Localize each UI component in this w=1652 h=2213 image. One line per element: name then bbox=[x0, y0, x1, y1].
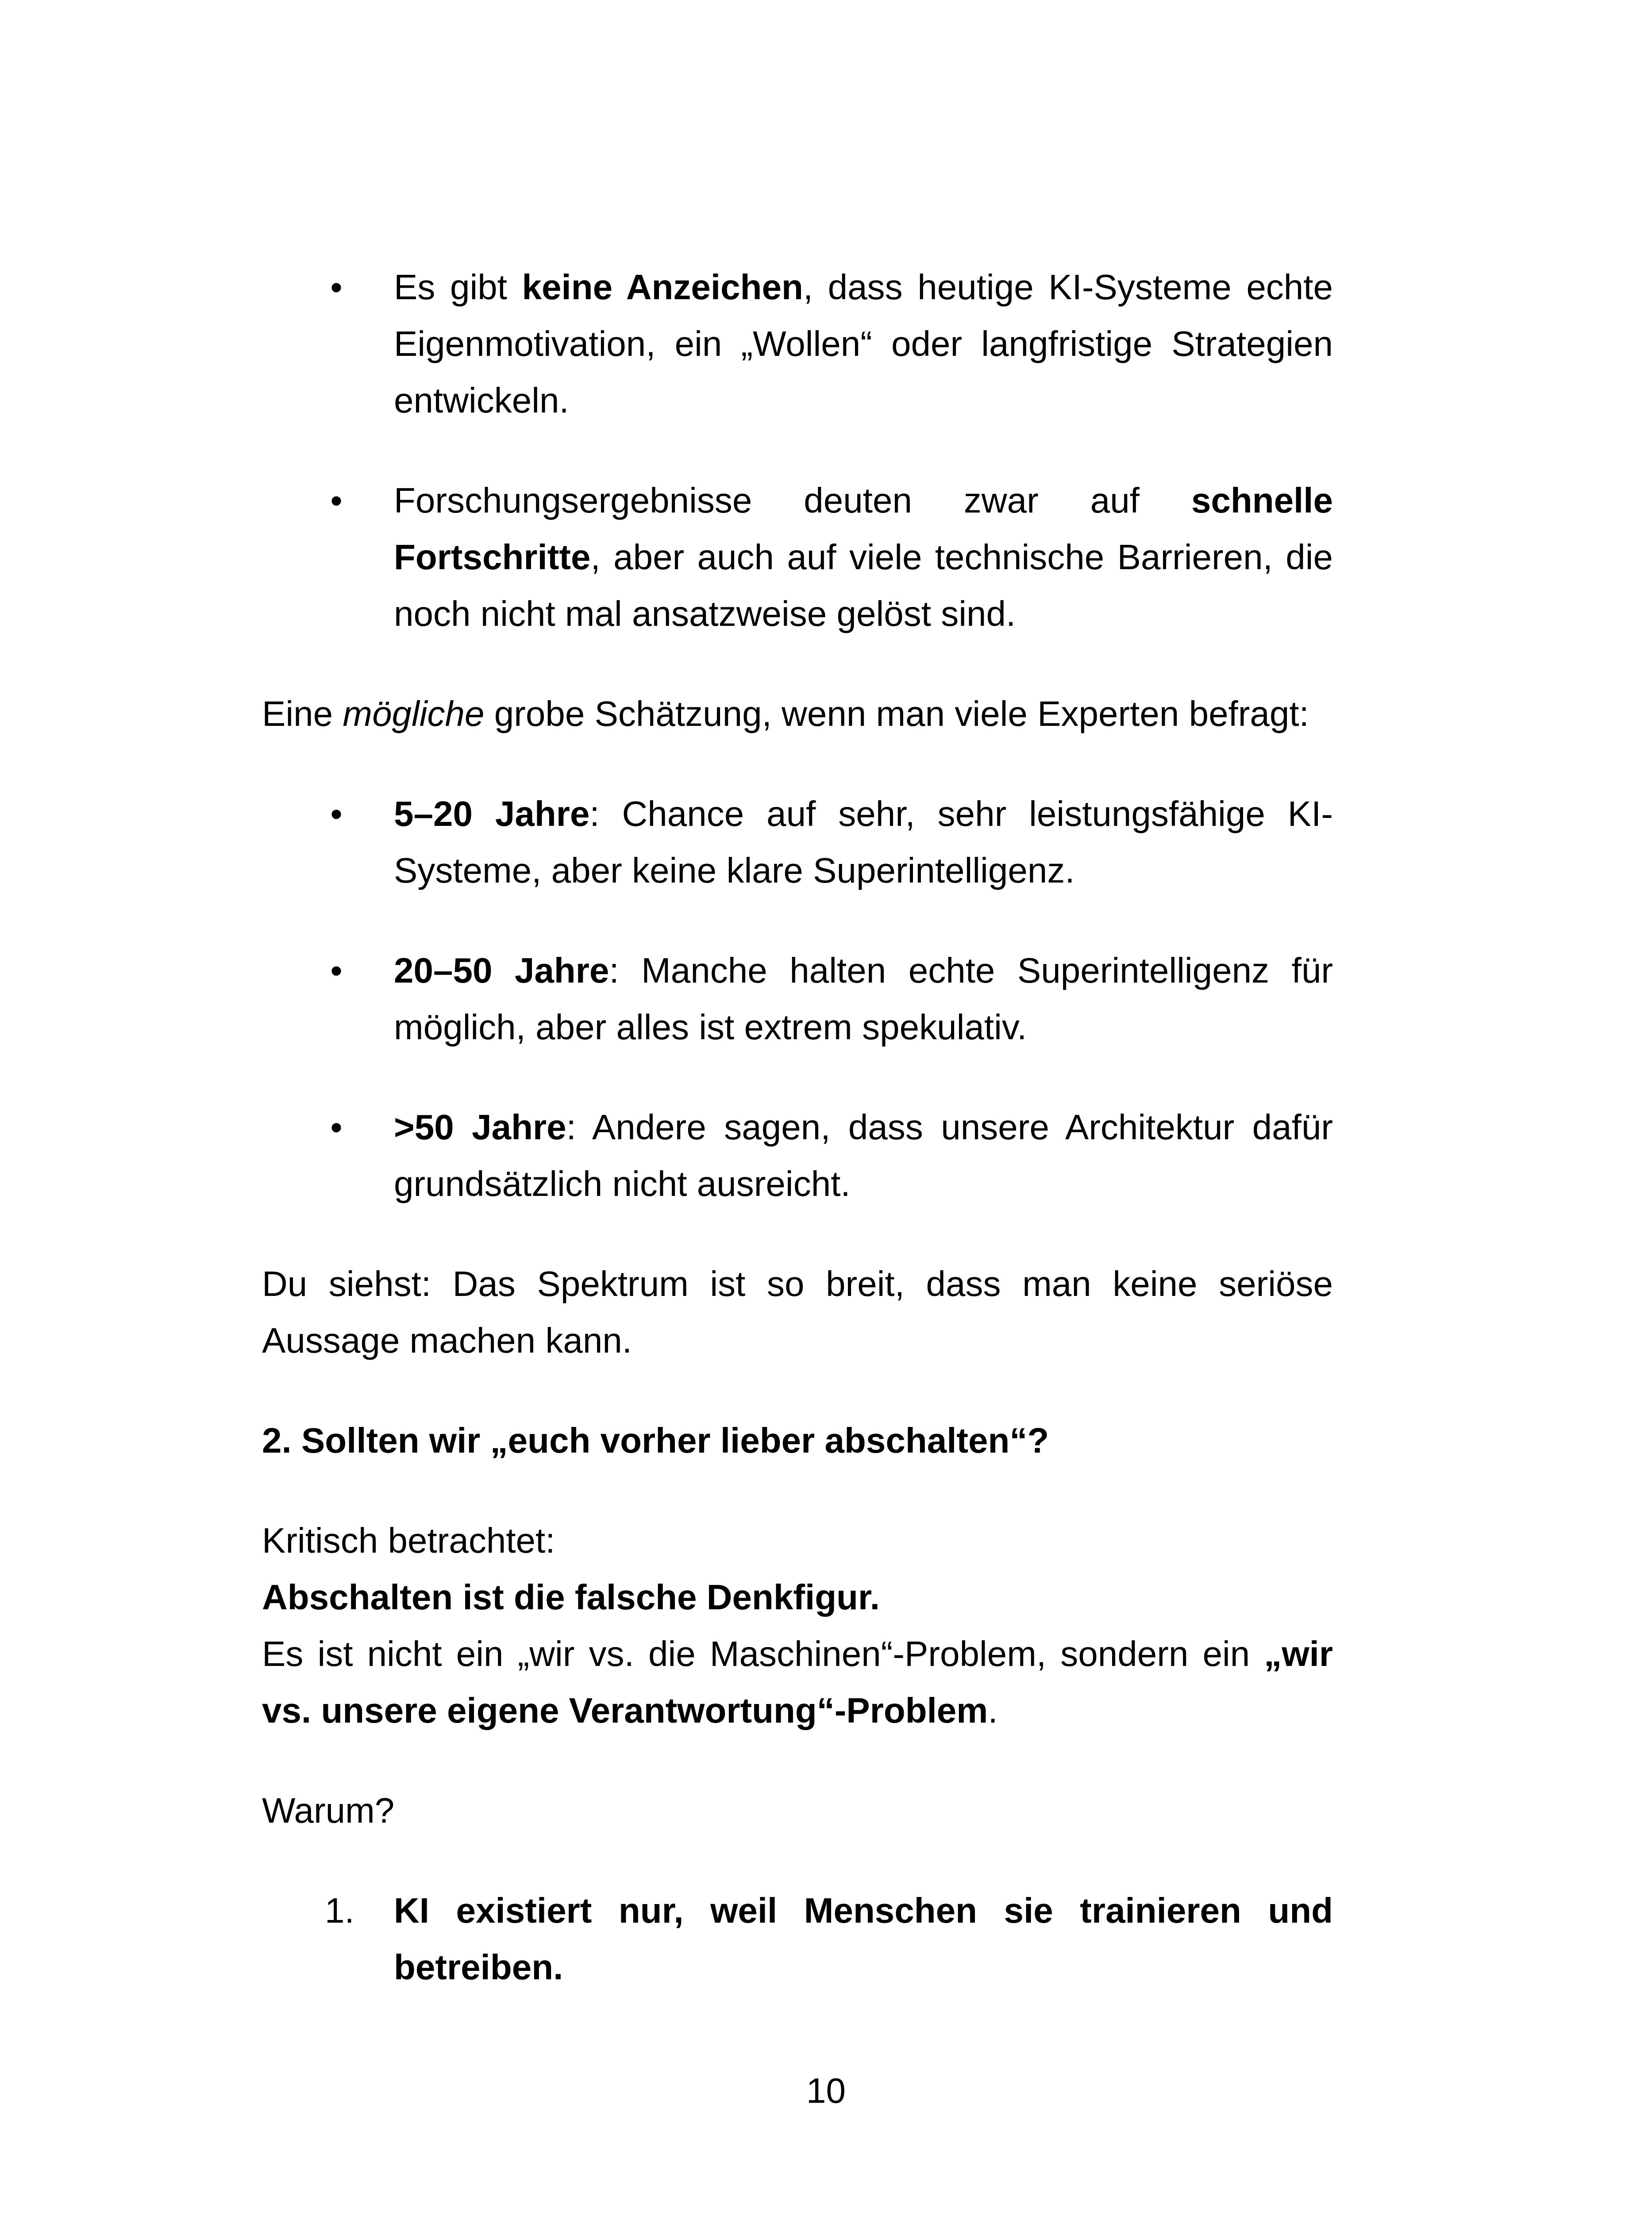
list-item-text: Es gibt bbox=[394, 267, 522, 307]
list-item bbox=[262, 472, 1333, 642]
why-question: Warum? bbox=[262, 1791, 395, 1830]
estimate-intro-paragraph bbox=[262, 686, 1333, 742]
paragraph-text: Es ist nicht ein „wir vs. die Maschinen“-Problem, sondern ein bbox=[262, 1634, 1264, 1673]
bullet-icon: • bbox=[330, 268, 343, 307]
list-item-text: Forschungsergebnisse deuten zwar auf bbox=[394, 481, 1191, 520]
list-item bbox=[262, 1882, 1333, 1996]
list-item bbox=[262, 786, 1333, 899]
list-item bbox=[262, 259, 1333, 429]
page-number: 10 bbox=[806, 2071, 846, 2110]
page-content bbox=[262, 259, 1333, 1996]
paragraph-text: . bbox=[988, 1691, 998, 1730]
paragraph-emphasis: mögliche bbox=[343, 694, 485, 733]
list-item-emphasis: 20–50 Jahre bbox=[394, 951, 609, 990]
list-item-text: : Manche halten echte Superintelligenz für möglich, aber alles ist extrem spekulativ. bbox=[394, 951, 1333, 1047]
paragraph-text: grobe Schätzung, wenn man viele Experten befragt: bbox=[484, 694, 1309, 733]
list-item-emphasis: schnelle Fortschritte bbox=[394, 481, 1333, 577]
section-heading: 2. Sollten wir „euch vorher lieber abschalten“? bbox=[262, 1421, 1049, 1460]
conclusion-paragraph: Du siehst: Das Spektrum ist so breit, dass man keine seriöse Aussage machen kann. bbox=[262, 1264, 1333, 1360]
bullet-icon: • bbox=[330, 951, 343, 990]
bullet-icon: • bbox=[330, 481, 343, 520]
critical-label: Kritisch betrachtet: bbox=[262, 1521, 555, 1560]
list-item-emphasis: >50 Jahre bbox=[394, 1107, 566, 1147]
list-item-emphasis: keine Anzeichen bbox=[522, 267, 803, 307]
critical-thesis bbox=[262, 1569, 1333, 1626]
list-item bbox=[262, 942, 1333, 1056]
list-item-text: , aber auch auf viele technische Barrieren, die noch nicht mal ansatzweise gelöst sind. bbox=[394, 537, 1333, 633]
critical-explanation bbox=[262, 1626, 1333, 1739]
list-item-text: : Andere sagen, dass unsere Architektur dafür grundsätzlich nicht ausreicht. bbox=[394, 1107, 1333, 1203]
bullet-list-estimates bbox=[262, 786, 1333, 1212]
list-item-emphasis: 5–20 Jahre bbox=[394, 794, 590, 833]
numbered-list bbox=[262, 1882, 1333, 1996]
thesis-emphasis: Abschalten ist die falsche Denkfigur. bbox=[262, 1577, 880, 1617]
list-item-text: : Chance auf sehr, sehr leistungsfähige KI-Systeme, aber keine klare Superintelligenz. bbox=[394, 794, 1333, 890]
list-item bbox=[262, 1099, 1333, 1212]
paragraph-text: Eine bbox=[262, 694, 343, 733]
list-item-text: , dass heutige KI-Systeme echte Eigenmotivation, ein „Wollen“ oder langfristige Strategien entwickeln. bbox=[394, 267, 1333, 420]
list-item-emphasis: KI existiert nur, weil Menschen sie trainieren und betreiben. bbox=[394, 1891, 1333, 1987]
paragraph-emphasis: „wir vs. unsere eigene Verantwortung“-Problem bbox=[262, 1634, 1333, 1730]
list-number: 1. bbox=[325, 1891, 354, 1930]
bullet-list-status bbox=[262, 259, 1333, 642]
bullet-icon: • bbox=[330, 1108, 343, 1147]
bullet-icon: • bbox=[330, 794, 343, 833]
